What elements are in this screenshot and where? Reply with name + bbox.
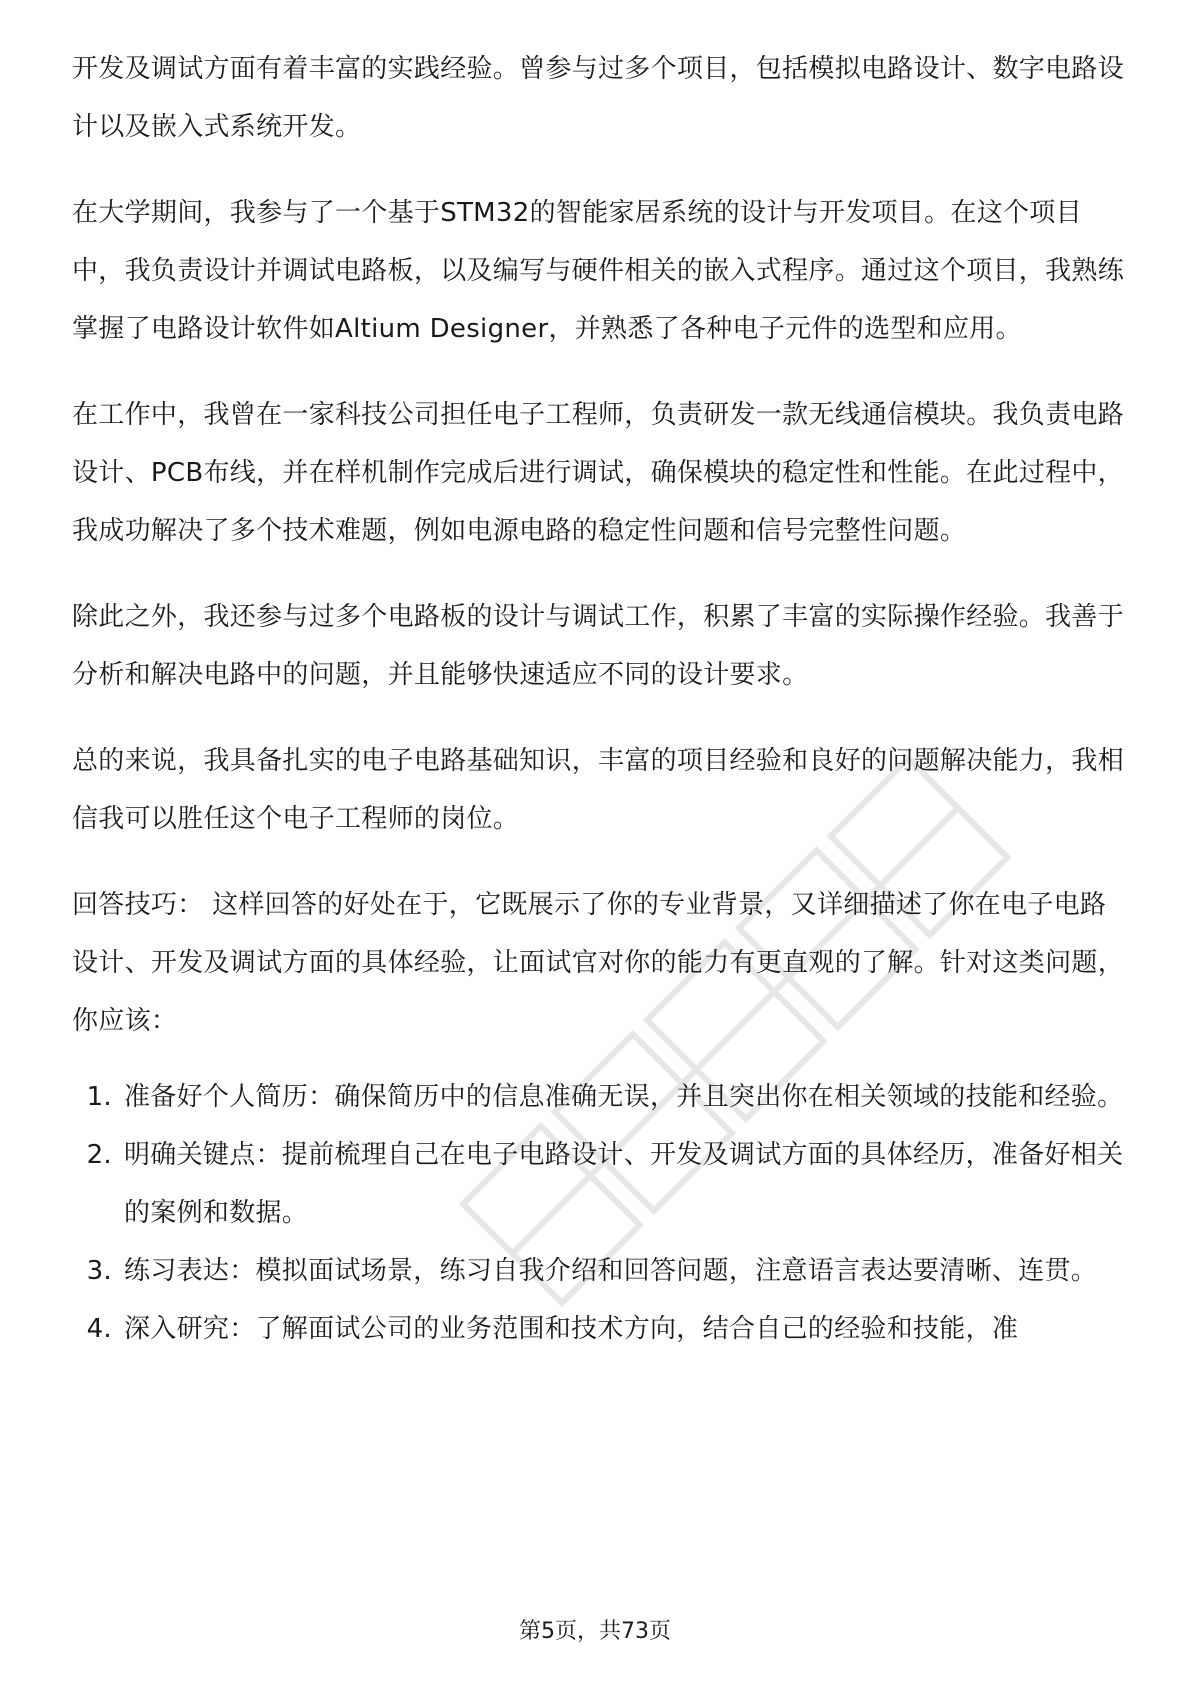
list-item (72, 1126, 1132, 1242)
list-item (72, 1242, 1132, 1300)
document-page (72, 40, 1132, 1358)
list-item-number: 3. (86, 1256, 112, 1286)
list-item-number: 1. (86, 1082, 112, 1112)
paragraph-university-project: 在大学期间，我参与了一个基于STM32的智能家居系统的设计与开发项目。在这个项目中，我负责设计并调试电路板，以及编写与硬件相关的嵌入式程序。通过这个项目，我熟练掌握了电路设计软件如Altium Designer，并熟悉了各种电子元件的选型和应用。 (72, 198, 1125, 344)
list-item (72, 1068, 1132, 1126)
list-item-text: 练习表达：模拟面试场景，练习自我介绍和回答问题，注意语言表达要清晰、连贯。 (124, 1256, 1098, 1286)
page-number-footer: 第5页，共73页 (519, 1619, 671, 1644)
paragraph-answer-tips: 回答技巧： 这样回答的好处在于，它既展示了你的专业背景，又详细描述了你在电子电路设计、开发及调试方面的具体经验，让面试官对你的能力有更直观的了解。针对这类问题，你应该： (72, 890, 1125, 1036)
paragraph-work-experience: 在工作中，我曾在一家科技公司担任电子工程师，负责研发一款无线通信模块。我负责电路设计、PCB布线，并在样机制作完成后进行调试，确保模块的稳定性和性能。在此过程中，我成功解决了多个技术难题，例如电源电路的稳定性问题和信号完整性问题。 (72, 400, 1125, 546)
list-item-text: 深入研究：了解面试公司的业务范围和技术方向，结合自己的经验和技能，准 (124, 1314, 1019, 1344)
list-item-number: 2. (86, 1140, 112, 1170)
list-item-number: 4. (86, 1314, 112, 1344)
tips-list (72, 1068, 1132, 1358)
list-item-text: 准备好个人简历：确保简历中的信息准确无误，并且突出你在相关领域的技能和经验。 (124, 1082, 1124, 1112)
paragraph-additional-experience: 除此之外，我还参与过多个电路板的设计与调试工作，积累了丰富的实际操作经验。我善于分析和解决电路中的问题，并且能够快速适应不同的设计要求。 (72, 602, 1125, 690)
list-item-text: 明确关键点：提前梳理自己在电子电路设计、开发及调试方面的具体经历，准备好相关的案例和数据。 (124, 1140, 1124, 1228)
list-item (72, 1300, 1132, 1358)
paragraph-experience-intro: 开发及调试方面有着丰富的实践经验。曾参与过多个项目，包括模拟电路设计、数字电路设计以及嵌入式系统开发。 (72, 54, 1125, 142)
paragraph-summary: 总的来说，我具备扎实的电子电路基础知识，丰富的项目经验和良好的问题解决能力，我相信我可以胜任这个电子工程师的岗位。 (72, 746, 1125, 834)
